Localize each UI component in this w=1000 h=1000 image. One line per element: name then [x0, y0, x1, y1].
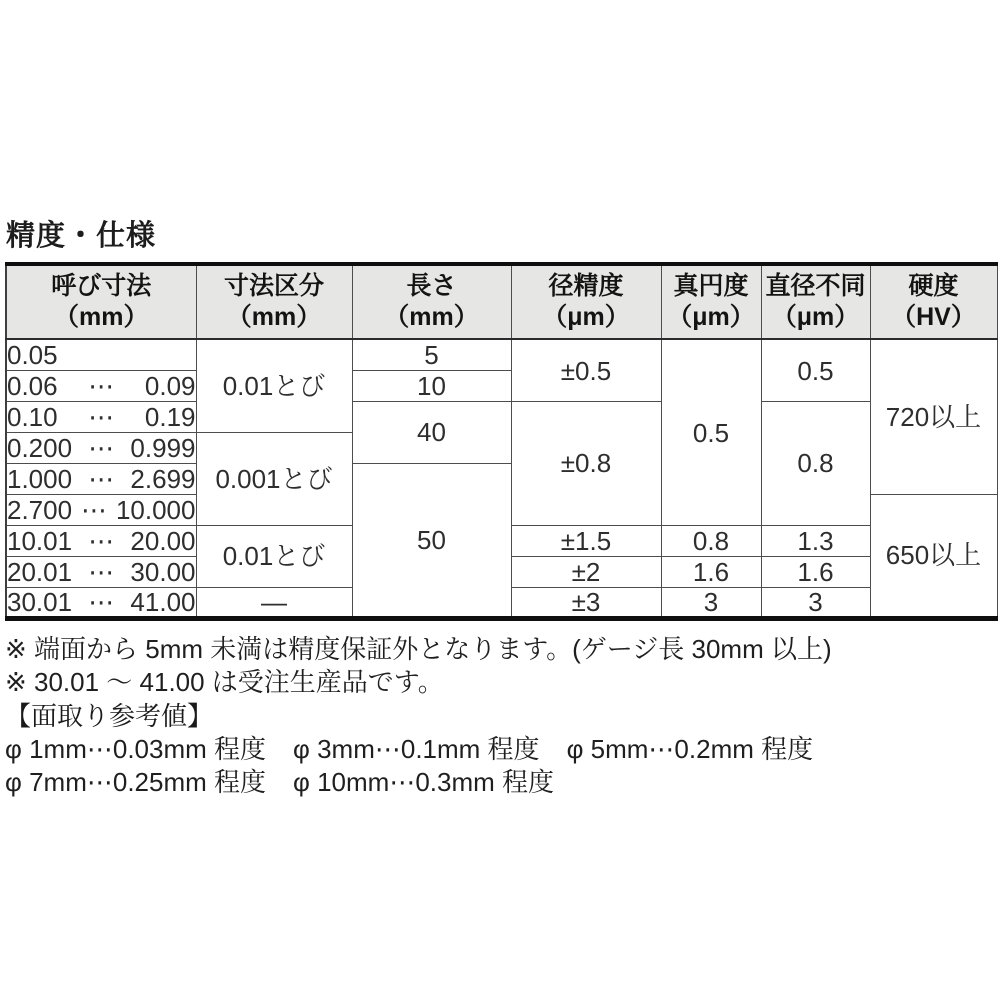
footnote-made-to-order: ※ 30.01 ～ 41.00 は受注生産品です。 [5, 666, 444, 697]
length-cell: 50 [352, 463, 511, 618]
diameter-variation-cell: 0.8 [761, 401, 870, 525]
nominal-min: 0.06 [7, 370, 58, 401]
chamfer-item: φ 3mm⋯0.1mm 程度 [293, 733, 540, 764]
table-row [6, 339, 997, 370]
nominal-max: 2.699 [130, 463, 196, 494]
spec-table [5, 262, 998, 621]
column-header-unit: （μm） [771, 302, 860, 331]
column-header-label: 呼び寸法 [51, 272, 152, 301]
column-header-nominal [6, 264, 196, 339]
roundness-cell: 1.6 [661, 556, 761, 587]
chamfer-item: φ 10mm⋯0.3mm 程度 [293, 766, 555, 797]
column-header-label: 径精度 [548, 272, 624, 301]
footnote-accuracy-guarantee: ※ 端面から 5mm 未満は精度保証外となります。(ゲージ長 30mm 以上) [5, 633, 832, 664]
column-header-label: 真円度 [673, 272, 749, 301]
column-header-hardness [870, 264, 997, 339]
column-header-diameter-accuracy [511, 264, 661, 339]
diameter-accuracy-cell: ±3 [511, 587, 661, 618]
nominal-min: 30.01 [7, 586, 73, 617]
chamfer-reference-line-2 [5, 766, 996, 799]
spec-content [5, 221, 996, 799]
diameter-variation-cell: 3 [761, 587, 870, 618]
diameter-accuracy-cell: ±0.8 [511, 401, 661, 525]
increment-cell: 0.01とび [196, 525, 352, 587]
column-header-unit: （mm） [54, 302, 149, 331]
diameter-variation-cell: 1.3 [761, 525, 870, 556]
diameter-accuracy-cell: ±0.5 [511, 339, 661, 401]
column-header-length [352, 264, 511, 339]
nominal-max: 20.00 [130, 525, 196, 556]
nominal-ellipsis: ⋯ [88, 463, 115, 494]
column-header-label: 寸法区分 [223, 272, 324, 301]
nominal-min: 0.05 [7, 340, 58, 371]
chamfer-item: φ 5mm⋯0.2mm 程度 [566, 733, 814, 764]
column-header-label: 長さ [406, 272, 457, 301]
length-cell: 10 [352, 370, 511, 401]
nominal-max: 0.09 [144, 370, 196, 401]
increment-cell: 0.001とび [196, 432, 352, 525]
nominal-cell [6, 463, 196, 494]
nominal-cell [6, 432, 196, 463]
chamfer-item: φ 1mm⋯0.03mm 程度 [5, 733, 267, 764]
nominal-cell [6, 556, 196, 587]
hardness-cell: 720以上 [870, 339, 997, 494]
increment-cell: 0.01とび [196, 339, 352, 432]
roundness-cell: 0.5 [661, 339, 761, 525]
table-row [6, 401, 997, 432]
column-header-unit: （mm） [226, 302, 322, 331]
nominal-max: 10.000 [115, 494, 196, 525]
nominal-ellipsis: ⋯ [88, 401, 115, 432]
chamfer-reference-line-1 [5, 733, 996, 766]
chamfer-item: φ 7mm⋯0.25mm 程度 [5, 766, 267, 797]
nominal-cell [6, 525, 196, 556]
nominal-min: 0.10 [7, 401, 58, 432]
nominal-min: 0.200 [7, 432, 73, 463]
nominal-ellipsis: ⋯ [81, 494, 108, 525]
page-title: 精度・仕様 [6, 220, 157, 252]
hardness-cell: 650以上 [870, 494, 997, 618]
column-header-label: 直径不同 [765, 272, 866, 301]
increment-cell: — [196, 587, 352, 618]
chamfer-reference-heading: 【面取り参考値】 [5, 700, 214, 731]
nominal-cell [6, 587, 196, 618]
diameter-accuracy-cell: ±2 [511, 556, 661, 587]
nominal-max: 0.999 [130, 432, 196, 463]
column-header-unit: （HV） [891, 302, 976, 331]
nominal-max: 41.00 [130, 586, 196, 617]
nominal-ellipsis: ⋯ [88, 556, 115, 587]
nominal-ellipsis: ⋯ [88, 370, 115, 401]
column-header-diameter-variation [761, 264, 870, 339]
roundness-cell: 0.8 [661, 525, 761, 556]
length-cell: 40 [352, 401, 511, 463]
nominal-ellipsis: ⋯ [88, 432, 115, 463]
column-header-roundness [661, 264, 761, 339]
diameter-variation-cell: 0.5 [761, 339, 870, 401]
column-header-unit: （μm） [542, 302, 630, 331]
nominal-min: 1.000 [7, 463, 73, 494]
nominal-cell [6, 370, 196, 401]
header-row [6, 264, 997, 339]
roundness-cell: 3 [661, 587, 761, 618]
diameter-accuracy-cell: ±1.5 [511, 525, 661, 556]
nominal-min: 20.01 [7, 556, 73, 587]
nominal-min: 10.01 [7, 525, 73, 556]
diameter-variation-cell: 1.6 [761, 556, 870, 587]
column-header-unit: （mm） [384, 302, 479, 331]
nominal-max: 0.19 [144, 401, 196, 432]
column-header-unit: （μm） [667, 302, 755, 331]
nominal-ellipsis: ⋯ [88, 586, 115, 617]
column-header-label: 硬度 [908, 272, 959, 301]
nominal-ellipsis: ⋯ [88, 525, 115, 556]
length-cell: 5 [352, 339, 511, 370]
column-header-increment [196, 264, 352, 339]
nominal-min: 2.700 [7, 494, 73, 525]
footnotes [5, 633, 996, 799]
nominal-max: 30.00 [130, 556, 196, 587]
nominal-cell [6, 494, 196, 525]
nominal-cell [6, 401, 196, 432]
nominal-cell [6, 339, 196, 370]
